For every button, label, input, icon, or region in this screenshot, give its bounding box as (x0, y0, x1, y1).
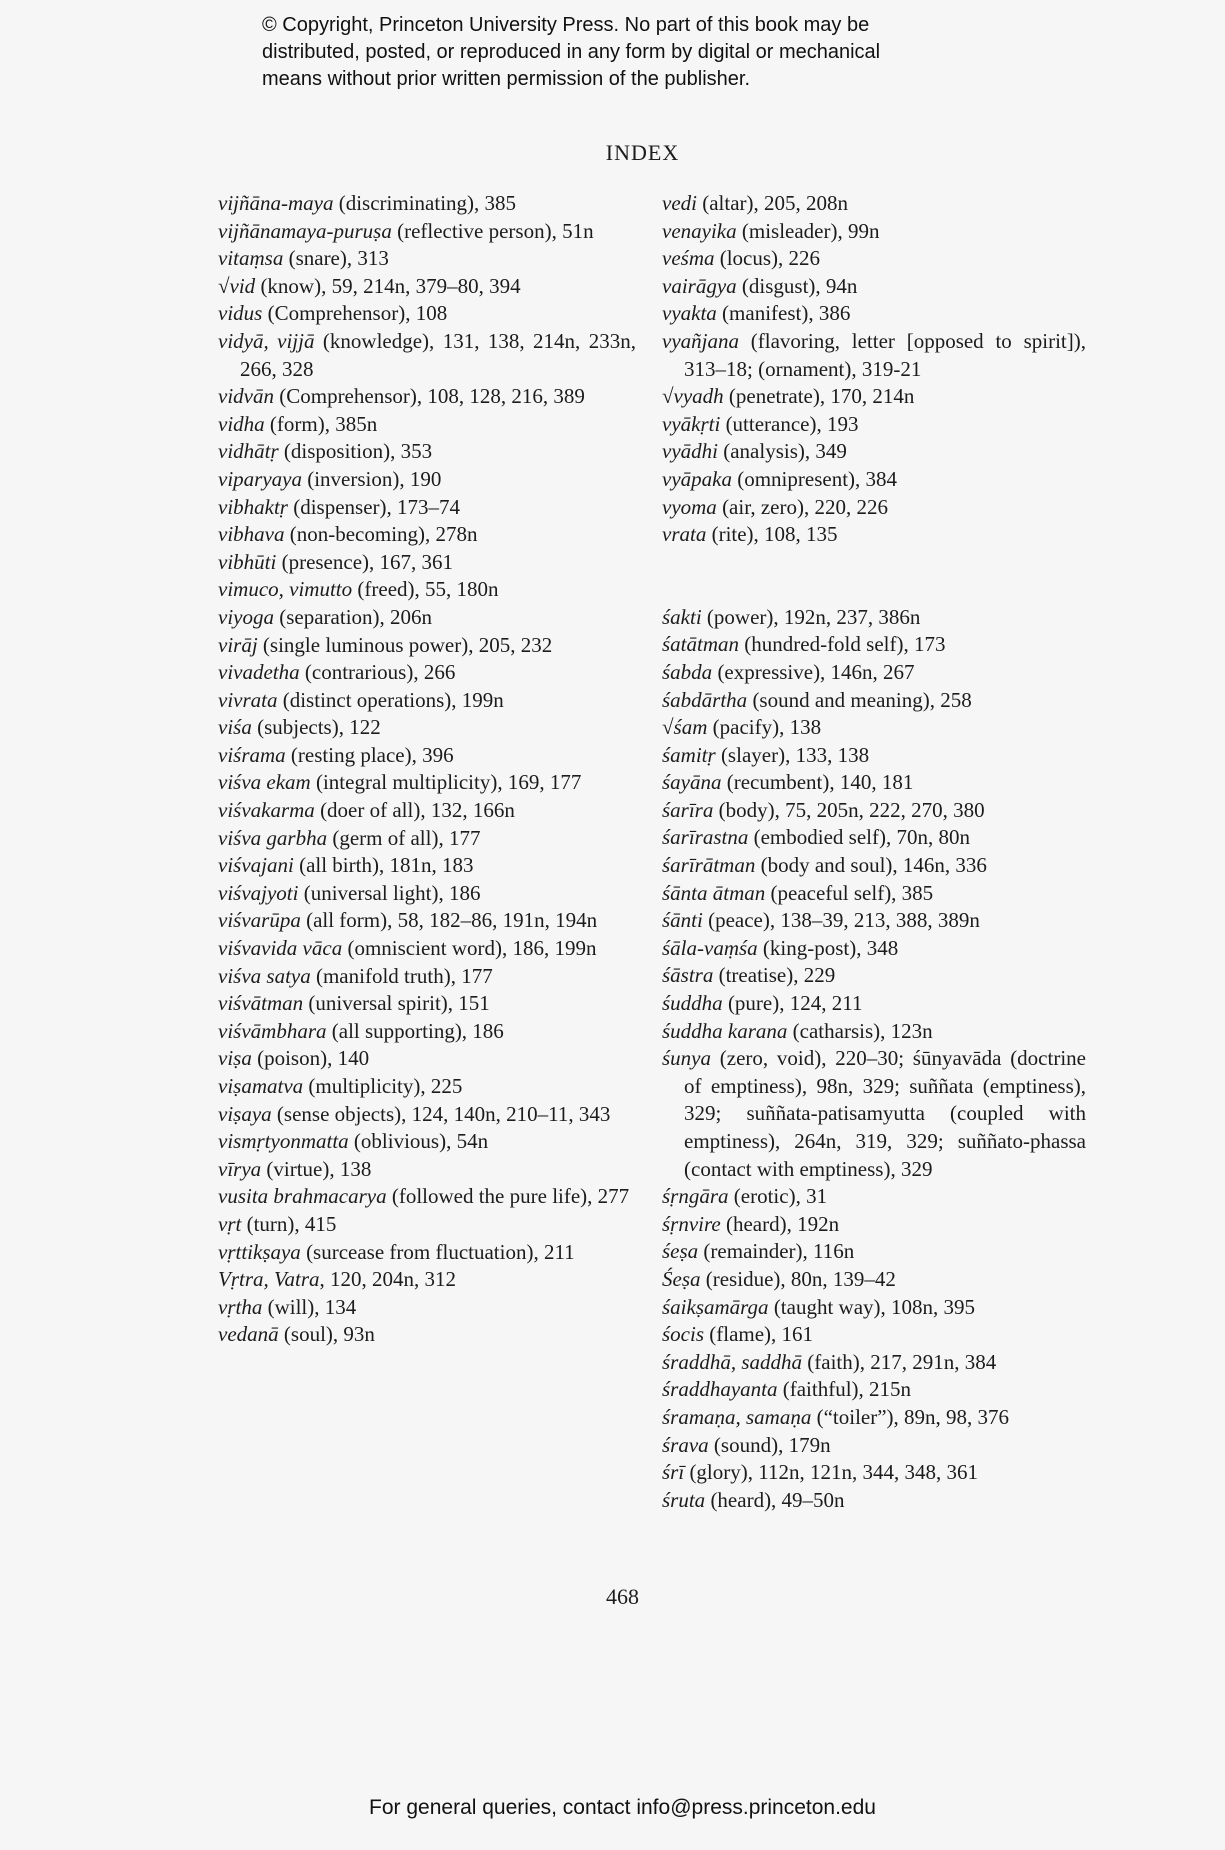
index-entry (662, 411, 1086, 439)
index-locators: (non-becoming), 278n (284, 522, 478, 547)
index-locators: (pure), 124, 211 (722, 991, 863, 1016)
index-entry (218, 935, 636, 963)
index-term: vyādhi (662, 439, 718, 464)
index-entry (662, 1349, 1086, 1377)
index-term: viyoga (218, 604, 274, 629)
index-locators: (poison), 140 (251, 1046, 370, 1071)
index-term: viśa (218, 715, 252, 740)
index-term: vīrya (218, 1156, 262, 1181)
index-locators: (zero, void), 220–30; śūnyavāda (doctrine of emptiness), 98n, 329; suññata (emptiness), 329; suññata-patisamyutta (coupled with emptiness), 264n, 319, 329; suññato-phassa (contact with emptiness), 329 (684, 1046, 1086, 1181)
index-locators: , 120, 204n, 312 (319, 1267, 457, 1292)
index-entry (218, 1156, 636, 1184)
index-locators: (form), 385n (264, 411, 378, 436)
index-entry (662, 1018, 1086, 1046)
index-term: viśrama (218, 742, 286, 767)
index-term: śāla-vaṃśa (662, 935, 758, 960)
index-entry (662, 769, 1086, 797)
index-term: vidhātṛ (218, 439, 279, 464)
index-entry (218, 1239, 636, 1267)
index-entry (662, 1432, 1086, 1460)
index-entry (662, 521, 1086, 549)
index-entry (218, 714, 636, 742)
index-entry (218, 466, 636, 494)
index-term: virāj (218, 632, 258, 657)
index-locators: (inversion), 190 (301, 466, 442, 491)
index-entry (218, 907, 636, 935)
index-locators: (manifest), 386 (716, 301, 851, 326)
index-term: śāstra (662, 963, 714, 988)
index-term: śraddhā, saddhā (662, 1349, 803, 1374)
index-entry (218, 273, 636, 301)
index-locators: (oblivious), 54n (348, 1129, 489, 1154)
index-entry (662, 218, 1086, 246)
index-term: viśvajani (218, 853, 294, 878)
index-locators: (faithful), 215n (777, 1377, 912, 1402)
index-locators: (hundred-fold self), 173 (739, 632, 946, 657)
index-locators: (slayer), 133, 138 (715, 742, 870, 767)
index-entry (662, 1459, 1086, 1487)
index-locators: (catharsis), 123n (787, 1018, 933, 1043)
group-separator (662, 549, 1086, 604)
index-locators: (multiplicity), 225 (303, 1074, 463, 1098)
index-entry (662, 466, 1086, 494)
index-term: viṣa (218, 1046, 252, 1071)
index-term: vidyā, vijjā (218, 328, 315, 353)
index-term: viśvāmbhara (218, 1018, 327, 1043)
index-entry (218, 300, 636, 328)
index-locators: (peaceful self), 385 (765, 880, 934, 905)
index-locators: (glory), 112n, 121n, 344, 348, 361 (684, 1460, 978, 1485)
index-entry (218, 797, 636, 825)
index-entry (662, 1045, 1086, 1183)
index-locators: (Comprehensor), 108, 128, 216, 389 (273, 384, 585, 409)
index-locators: (Comprehensor), 108 (262, 301, 448, 326)
index-entry (662, 1487, 1086, 1515)
index-term: vedi (662, 191, 697, 215)
index-term: vijñānamaya-puruṣa (218, 218, 392, 243)
index-locators: (resting place), 396 (285, 742, 454, 767)
index-term: viśvavida vāca (218, 936, 343, 961)
index-term: śarīrātman (662, 853, 756, 878)
index-term: vusita brahmacarya (218, 1184, 387, 1209)
index-locators: (heard), 192n (720, 1211, 840, 1236)
index-locators: (presence), 167, 361 (276, 549, 454, 574)
index-entry (218, 880, 636, 908)
index-locators: (heard), 49–50n (705, 1487, 845, 1512)
index-locators: (germ of all), 177 (327, 825, 481, 850)
index-entry (218, 659, 636, 687)
index-locators: (recumbent), 140, 181 (721, 770, 914, 795)
page-title: INDEX (605, 140, 680, 165)
index-entry (218, 1211, 636, 1239)
index-locators: (expressive), 146n, 267 (712, 659, 915, 684)
index-locators: (single luminous power), 205, 232 (257, 632, 553, 657)
index-entry (218, 1266, 636, 1294)
index-locators: (sense objects), 124, 140n, 210–11, 343 (271, 1101, 611, 1126)
index-term: √śam (662, 715, 708, 740)
index-locators: (reflective person), 51n (391, 218, 594, 243)
index-term: śunya (662, 1046, 711, 1071)
index-locators: (virtue), 138 (261, 1156, 372, 1181)
index-locators: (integral multiplicity), 169, 177 (310, 770, 582, 795)
index-entry (662, 494, 1086, 522)
index-entry (218, 1128, 636, 1156)
index-term: śaikṣamārga (662, 1294, 769, 1319)
index-term: viṣamatva (218, 1074, 304, 1098)
index-locators: (power), 192n, 237, 386n (701, 604, 921, 629)
index-term: vyañjana (662, 328, 739, 353)
index-entry (662, 190, 1086, 218)
index-entry (218, 963, 636, 991)
copyright-notice (262, 12, 1022, 93)
index-entry (218, 769, 636, 797)
index-term: Vṛtra, Vatra (218, 1267, 320, 1292)
index-locators: (faith), 217, 291n, 384 (802, 1349, 997, 1374)
index-entry (218, 190, 636, 218)
index-locators: (disgust), 94n (736, 273, 858, 298)
index-locators: (all birth), 181n, 183 (293, 853, 474, 878)
index-term: śayāna (662, 770, 722, 795)
index-entry (218, 383, 636, 411)
index-entry (218, 1073, 636, 1101)
index-locators: (omniscient word), 186, 199n (342, 936, 597, 961)
index-term: viśvajyoti (218, 880, 299, 905)
index-locators: (analysis), 349 (717, 439, 847, 464)
index-locators: (embodied self), 70n, 80n (748, 825, 970, 850)
index-term: śeṣa (662, 1239, 699, 1264)
index-entry (662, 742, 1086, 770)
index-term: Śeṣa (662, 1266, 701, 1291)
index-locators: (followed the pure life), 277 (386, 1184, 630, 1209)
index-locators: (discriminating), 385 (333, 191, 517, 215)
index-locators: (will), 134 (262, 1294, 357, 1319)
index-term: śabdārtha (662, 687, 748, 712)
index-term: vibhūti (218, 549, 277, 574)
index-locators: (flavoring, letter [opposed to spirit]), 313–18; (ornament), 319-21 (684, 328, 1086, 381)
index-locators: (all supporting), 186 (326, 1018, 504, 1043)
index-term: śānta ātman (662, 880, 766, 905)
index-term: vidha (218, 411, 265, 436)
index-locators: (“toiler”), 89n, 98, 376 (811, 1404, 1010, 1429)
index-entry (218, 245, 636, 273)
index-locators: (distinct operations), 199n (277, 687, 504, 712)
index-entry (218, 1294, 636, 1322)
index-locators: (penetrate), 170, 214n (723, 384, 915, 409)
index-entry (662, 962, 1086, 990)
index-locators: (misleader), 99n (736, 218, 880, 243)
index-term: viṣaya (218, 1101, 272, 1126)
index-entry (662, 852, 1086, 880)
copyright-line: means without prior written permission of the publisher. (262, 68, 751, 90)
index-entry (662, 659, 1086, 687)
index-term: viśva garbha (218, 825, 328, 850)
index-entry (662, 797, 1086, 825)
index-entry (218, 549, 636, 577)
index-term: viparyaya (218, 466, 302, 491)
index-entry (218, 742, 636, 770)
index-term: vedanā (218, 1322, 279, 1347)
index-locators: (soul), 93n (278, 1322, 375, 1347)
footer-contact: For general queries, contact info@press.princeton.edu (369, 1796, 876, 1819)
index-locators: (air, zero), 220, 226 (716, 494, 888, 519)
index-locators: (sound), 179n (708, 1432, 831, 1457)
index-entry (218, 1101, 636, 1129)
index-entry (662, 1321, 1086, 1349)
index-entry (662, 604, 1086, 632)
index-locators: (altar), 205, 208n (696, 191, 849, 215)
index-entry (218, 825, 636, 853)
index-group-v (662, 190, 1086, 549)
index-term: venayika (662, 218, 737, 243)
index-locators: (treatise), 229 (713, 963, 836, 988)
index-term: śamitṛ (662, 742, 716, 767)
index-entry (218, 1045, 636, 1073)
index-entry (218, 1183, 636, 1211)
index-term: śabda (662, 659, 713, 684)
index-term: vṛttikṣaya (218, 1239, 301, 1264)
index-entry (218, 328, 636, 383)
index-term: śuddha (662, 991, 723, 1016)
index-locators: (separation), 206n (273, 604, 433, 629)
index-entry (662, 907, 1086, 935)
index-locators: (flame), 161 (704, 1322, 814, 1347)
index-term: śramaṇa, samaṇa (662, 1404, 812, 1429)
index-locators: (snare), 313 (283, 246, 389, 271)
index-locators: (manifold truth), 177 (310, 963, 493, 988)
index-locators: (all form), 58, 182–86, 191n, 194n (300, 908, 598, 933)
index-term: vibhaktṛ (218, 494, 288, 519)
index-entry (662, 1238, 1086, 1266)
index-entry (218, 687, 636, 715)
index-term: viśva ekam (218, 770, 311, 795)
index-term: viśvarūpa (218, 908, 301, 933)
index-entry (662, 1183, 1086, 1211)
index-term: vrata (662, 522, 707, 547)
index-term: śānti (662, 908, 703, 933)
index-term: vairāgya (662, 273, 737, 298)
index-locators: (contrarious), 266 (299, 660, 456, 685)
index-locators: (pacify), 138 (707, 715, 822, 740)
index-locators: (subjects), 122 (251, 715, 381, 740)
index-entry (218, 576, 636, 604)
index-term: vṛtha (218, 1294, 263, 1319)
index-term: śṛnvire (662, 1211, 721, 1236)
index-term: vyakta (662, 301, 717, 326)
index-entry (218, 218, 636, 246)
copyright-line: © Copyright, Princeton University Press. No part of this book may be (262, 14, 870, 36)
index-entry (218, 604, 636, 632)
index-entry (662, 687, 1086, 715)
index-locators: (knowledge), 131, 138, 214n, 233n, 266, 328 (240, 328, 636, 381)
index-term: śatātman (662, 632, 740, 657)
index-entry (662, 300, 1086, 328)
index-term: śrava (662, 1432, 709, 1457)
index-entry (662, 714, 1086, 742)
index-entry (662, 935, 1086, 963)
index-term: vyāpaka (662, 466, 732, 491)
index-column-right (662, 190, 1086, 1514)
index-term: śarīrastna (662, 825, 749, 850)
index-term: vimuco, vimutto (218, 577, 353, 602)
copyright-line: distributed, posted, or reproduced in any form by digital or mechanical (262, 41, 881, 63)
page-number: 468 (606, 1584, 639, 1609)
index-locators: (utterance), 193 (720, 411, 859, 436)
index-entry (218, 438, 636, 466)
index-entry (662, 990, 1086, 1018)
index-entry (662, 383, 1086, 411)
index-locators: (doer of all), 132, 166n (314, 798, 515, 823)
index-term: vidvān (218, 384, 274, 409)
index-term: śocis (662, 1322, 704, 1347)
index-term: śraddhayanta (662, 1377, 778, 1402)
index-locators: (taught way), 108n, 395 (768, 1294, 976, 1319)
index-locators: (king-post), 348 (757, 935, 899, 960)
index-entry (662, 1376, 1086, 1404)
index-term: viśva satya (218, 963, 311, 988)
index-term: veśma (662, 246, 715, 271)
index-entry (218, 852, 636, 880)
index-entry (662, 328, 1086, 383)
index-term: vitaṃsa (218, 246, 284, 271)
index-locators: (rite), 108, 135 (706, 522, 838, 547)
index-entry (218, 990, 636, 1018)
index-term: śuddha karana (662, 1018, 788, 1043)
index-locators: (erotic), 31 (728, 1184, 828, 1209)
index-term: vivadetha (218, 660, 300, 685)
index-entry (662, 438, 1086, 466)
index-locators: (know), 59, 214n, 379–80, 394 (255, 273, 521, 298)
index-entry (662, 880, 1086, 908)
index-entry (662, 273, 1086, 301)
index-locators: (turn), 415 (241, 1211, 337, 1236)
index-locators: (omnipresent), 384 (731, 466, 898, 491)
index-term: śakti (662, 604, 702, 629)
index-locators: (body and soul), 146n, 336 (755, 853, 987, 878)
index-term: śarīra (662, 797, 714, 822)
index-locators: (locus), 226 (714, 246, 821, 271)
index-group-s (662, 604, 1086, 1515)
index-locators: (residue), 80n, 139–42 (700, 1266, 896, 1291)
index-entry (662, 1404, 1086, 1432)
index-locators: (sound and meaning), 258 (747, 687, 972, 712)
index-term: vidus (218, 301, 263, 326)
index-term: viśvakarma (218, 798, 315, 823)
index-term: vyoma (662, 494, 717, 519)
index-locators: (disposition), 353 (278, 439, 433, 464)
index-term: √vid (218, 273, 256, 298)
index-term: vivrata (218, 687, 278, 712)
index-locators: (dispenser), 173–74 (287, 494, 461, 519)
index-entry (218, 521, 636, 549)
index-term: √vyadh (662, 384, 724, 409)
index-term: vismṛtyonmatta (218, 1129, 349, 1154)
index-entry (218, 632, 636, 660)
index-entry (218, 411, 636, 439)
index-locators: (universal light), 186 (298, 880, 481, 905)
index-term: śṛngāra (662, 1184, 729, 1209)
index-term: viśvātman (218, 991, 304, 1016)
index-locators: (remainder), 116n (698, 1239, 855, 1264)
index-entry (662, 824, 1086, 852)
index-entry (218, 494, 636, 522)
index-entry (218, 1018, 636, 1046)
index-entry (662, 1294, 1086, 1322)
index-locators: (peace), 138–39, 213, 388, 389n (702, 908, 980, 933)
index-entry (662, 1211, 1086, 1239)
index-locators: (body), 75, 205n, 222, 270, 380 (713, 797, 985, 822)
index-term: vṛt (218, 1211, 242, 1236)
index-term: vyākṛti (662, 411, 721, 436)
index-entry (662, 1266, 1086, 1294)
index-entry (218, 1321, 636, 1349)
index-locators: (surcease from fluctuation), 211 (300, 1239, 575, 1264)
index-locators: (universal spirit), 151 (303, 991, 490, 1016)
index-column-left (218, 190, 636, 1349)
index-term: vibhava (218, 522, 285, 547)
index-term: śruta (662, 1487, 706, 1512)
index-term: vijñāna-maya (218, 191, 334, 215)
index-term: śrī (662, 1460, 685, 1485)
index-entry (662, 631, 1086, 659)
index-entry (662, 245, 1086, 273)
index-locators: (freed), 55, 180n (352, 577, 499, 602)
